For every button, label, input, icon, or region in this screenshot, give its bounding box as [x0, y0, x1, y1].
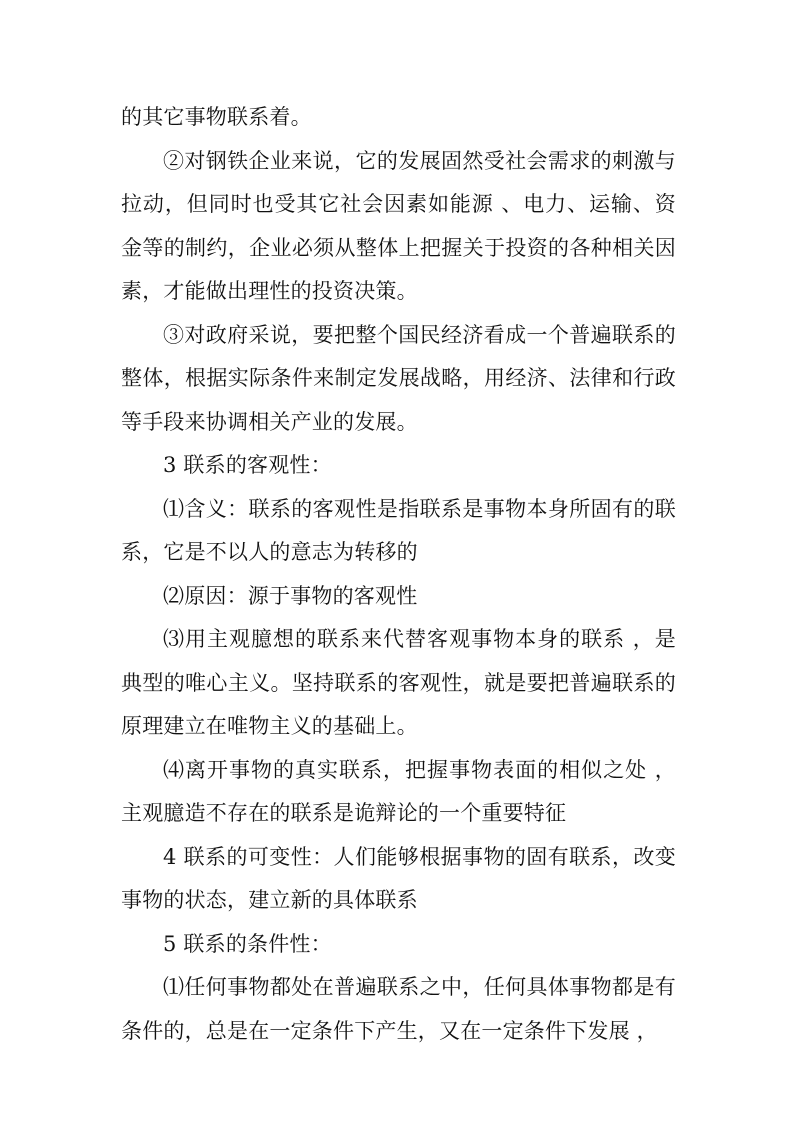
paragraph-idealism: ⑶用主观臆想的联系来代替客观事物本身的联系 ，是典型的唯心主义。坚持联系的客观性，就是要把普遍联系的原理建立在唯物主义的基础上。: [121, 627, 676, 738]
paragraph-variability: 4 联系的可变性：人们能够根据事物的固有联系，改变事物的状态，建立新的具体联系: [121, 844, 676, 912]
paragraph-steel-enterprise: ②对钢铁企业来说，它的发展固然受社会需求的刺激与拉动，但同时也受其它社会因素如能源 、电力、运输、资金等的制约，企业必须从整体上把握关于投资的各种相关因素，才能做出理性的投资决策。: [121, 148, 676, 303]
paragraph-objectivity-meaning: ⑴含义：联系的客观性是指联系是事物本身所固有的联系，它是不以人的意志为转移的: [121, 496, 676, 564]
paragraph-government: ③对政府采说，要把整个国民经济看成一个普遍联系的整体，根据实际条件来制定发展战略，用经济、法律和行政等手段来协调相关产业的发展。: [121, 322, 676, 434]
document-body: [121, 96, 676, 1053]
paragraph-conditionality: ⑴任何事物都处在普遍联系之中，任何具体事物都是有条件的，总是在一定条件下产生，又在一定条件下发展 ，: [121, 975, 676, 1043]
heading-conditionality: 5 联系的条件性：: [163, 931, 332, 956]
paragraph-sophistry: ⑷离开事物的真实联系，把握事物表面的相似之处 ，主观臆造不存在的联系是诡辩论的一个重要特征: [121, 757, 676, 825]
heading-objectivity: 3 联系的客观性：: [163, 453, 332, 477]
paragraph-continuation: 的其它事物联系着。: [121, 105, 312, 129]
paragraph-objectivity-reason: ⑵原因：源于事物的客观性: [163, 583, 418, 608]
